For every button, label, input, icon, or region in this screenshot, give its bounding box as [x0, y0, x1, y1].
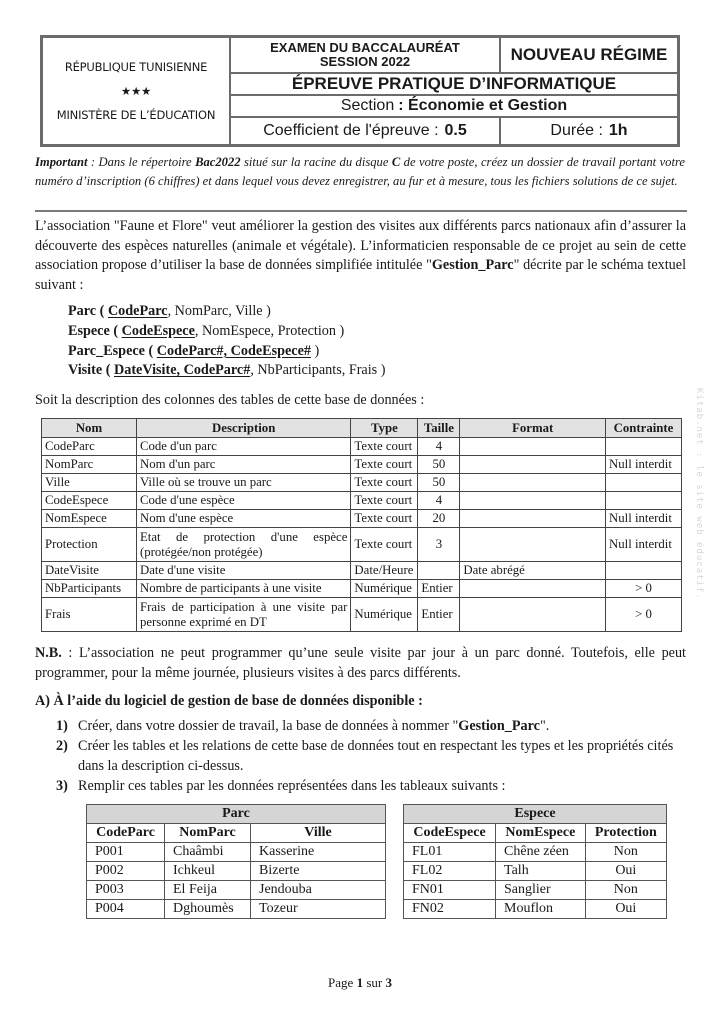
table-cell [460, 474, 606, 492]
schema-key-name: CodeEspece [121, 322, 195, 339]
schema-table-name: Parc_Espece [68, 342, 145, 359]
table-cell: Ichkeul [165, 862, 251, 881]
step-item [56, 776, 687, 796]
schema-key [108, 303, 168, 319]
section-line [231, 96, 677, 116]
table-cell: Tozeur [251, 900, 386, 919]
table-cell [460, 580, 606, 598]
table-cell: > 0 [606, 598, 682, 632]
exam-header [40, 35, 680, 147]
table-cell: 50 [418, 474, 460, 492]
table-cell: Talh [496, 862, 586, 881]
table-cell: Non [585, 843, 666, 862]
table-cell [418, 562, 460, 580]
schema-line [68, 322, 385, 342]
table-cell: P004 [87, 900, 165, 919]
table-cell: FL01 [404, 843, 496, 862]
disk-name: C [391, 155, 401, 169]
column-header: Nom [42, 419, 137, 438]
important-text: de votre poste, créez un dossier de travail portant votre numéro d’inscription (6 chiffres) et dans lequel vous devez enregistrer, au fur et à mesure, tous les fichiers solutions de ce sujet. [35, 155, 685, 188]
db-name: Gestion_Parc [431, 257, 514, 273]
step-text [78, 736, 687, 776]
column-header: Ville [251, 824, 386, 843]
schema-key [114, 362, 250, 378]
schema-table-name: Parc [68, 303, 97, 319]
page-number: 1 [356, 975, 364, 990]
table-cell: P003 [87, 881, 165, 900]
exam-title [231, 38, 501, 72]
table-cell: Dghoumès [165, 900, 251, 919]
table-cell: Numérique [351, 598, 418, 632]
table-row [404, 881, 667, 900]
table-row [87, 881, 386, 900]
page-of: sur [366, 975, 383, 990]
step-number: 2) [56, 738, 68, 754]
table-cell [606, 438, 682, 456]
duration-line [501, 118, 677, 144]
page-label: Page [328, 975, 354, 990]
table-cell: Frais de participation à une visite par personne exprimé en DT [136, 598, 350, 632]
table-row [42, 510, 682, 528]
nb-text: : L’association ne peut programmer qu’une seule visite par jour à un parc donné. Toutefois, elle peut programmer, pour la même journée, plusieurs visites à des parcs différents. [35, 645, 686, 681]
exam-title-line1: EXAMEN DU BACCALAURÉAT [270, 40, 460, 55]
regime-label: NOUVEAU RÉGIME [510, 45, 668, 64]
table-cell: Nombre de participants à une visite [136, 580, 350, 598]
schema-attributes: , NomEspece, Protection [194, 322, 336, 339]
section-a-title: A) À l’aide du logiciel de gestion de base de données disponible : [35, 693, 423, 709]
table-cell: Code d'une espèce [136, 492, 350, 510]
country-label: RÉPUBLIQUE TUNISIENNE [64, 60, 208, 74]
coefficient-line [231, 118, 501, 144]
table-cell: FN01 [404, 881, 496, 900]
intro-text: L’association "Faune et Flore" veut améliorer la gestion des visites aux différents parcs nationaux afin d’assurer la découverte des espèces naturelles (animale et végétale). L’informaticien responsable de ce projet au sein de cette association propose d’utiliser la base de données simplifiée intitulée " [35, 218, 686, 273]
column-header: CodeParc [87, 824, 165, 843]
important-note [35, 153, 685, 191]
table-cell: Texte court [351, 528, 418, 562]
table-cell: Mouflon [496, 900, 586, 919]
schema-table-name: Espece [68, 322, 110, 339]
step-text-part: Remplir ces tables par les données représentées dans les tableaux suivants : [78, 778, 506, 794]
table-cell: FN02 [404, 900, 496, 919]
step-number: 3) [56, 778, 68, 794]
step-text-part: ". [539, 718, 550, 734]
table-row [87, 843, 386, 862]
table-cell [460, 528, 606, 562]
table-cell: Frais [42, 598, 137, 632]
folder-name: Bac2022 [195, 155, 241, 169]
nb-label: N.B. [35, 645, 62, 661]
table-row [87, 862, 386, 881]
table-cell: Kasserine [251, 843, 386, 862]
column-header: CodeEspece [404, 824, 496, 843]
table-cell: Numérique [351, 580, 418, 598]
table-cell: P001 [87, 843, 165, 862]
table-cell [460, 510, 606, 528]
page-footer [0, 975, 720, 991]
epreuve-title: ÉPREUVE PRATIQUE D’INFORMATIQUE [291, 74, 617, 93]
paren: ) [335, 322, 345, 339]
table-cell: NomEspece [42, 510, 137, 528]
parc-data-table [86, 804, 386, 919]
table-cell: Date abrégé [460, 562, 606, 580]
intro-text: " décrite par le schéma textuel suivant : [35, 257, 687, 293]
table-cell: Chêne zéen [496, 843, 586, 862]
table-row [42, 474, 682, 492]
table-cell: DateVisite [42, 562, 137, 580]
table-row [404, 862, 667, 881]
schema-key-name: CodeParc#, CodeEspece# [156, 342, 311, 359]
table-cell [460, 456, 606, 474]
table-cell: 50 [418, 456, 460, 474]
table-cell: Non [585, 881, 666, 900]
table-row [42, 438, 682, 456]
table-cell: FL02 [404, 862, 496, 881]
duration-label: Durée : [550, 122, 603, 139]
table-cell: 4 [418, 438, 460, 456]
table-cell: Texte court [351, 510, 418, 528]
divider [35, 210, 687, 212]
columns-description-table [41, 418, 682, 632]
table-cell [460, 492, 606, 510]
table-cell: Jendouba [251, 881, 386, 900]
table-cell: Date d'une visite [136, 562, 350, 580]
table-cell: NbParticipants [42, 580, 137, 598]
duration-value: 1h [608, 122, 628, 139]
page-total: 3 [385, 975, 392, 990]
table-cell: 3 [418, 528, 460, 562]
important-label: Important [35, 155, 88, 169]
table-row [42, 580, 682, 598]
column-header: Protection [585, 824, 666, 843]
paren: ( [96, 303, 108, 319]
table-cell: P002 [87, 862, 165, 881]
step-text-part: Créer, dans votre dossier de travail, la base de données à nommer " [78, 718, 459, 734]
column-header: NomParc [165, 824, 251, 843]
coefficient-label: Coefficient de l'épreuve : [263, 122, 439, 139]
table-cell: 4 [418, 492, 460, 510]
espece-table-caption: Espece [404, 805, 667, 824]
nb-note [35, 643, 686, 683]
section-label: Section [340, 97, 395, 114]
table-cell: Null interdit [606, 528, 682, 562]
paren: ( [102, 362, 114, 379]
schema-attributes: , NomParc, Ville [167, 303, 263, 319]
paren: ( [109, 322, 122, 339]
table-cell: Oui [585, 900, 666, 919]
table-cell: Nom d'un parc [136, 456, 350, 474]
espece-data-table [403, 804, 667, 919]
table-cell: Oui [585, 862, 666, 881]
table-row [42, 598, 682, 632]
table-cell: 20 [418, 510, 460, 528]
table-cell: Null interdit [606, 456, 682, 474]
table-cell: CodeParc [42, 438, 137, 456]
table-row [87, 900, 386, 919]
important-text: : Dans le répertoire [87, 155, 196, 169]
important-text: situé sur la racine du disque [240, 155, 392, 169]
schema-key [157, 343, 311, 359]
table-row [42, 528, 682, 562]
schema-attributes: , NbParticipants, Frais [250, 362, 378, 379]
step-number: 1) [56, 718, 68, 734]
step-bold-part: Gestion_Parc [458, 718, 540, 734]
paren: ) [377, 362, 386, 379]
table-row [404, 900, 667, 919]
column-header: Taille [418, 419, 460, 438]
column-header: NomEspece [496, 824, 586, 843]
table-cell [460, 598, 606, 632]
table-cell [606, 474, 682, 492]
schema-line [68, 342, 385, 362]
schema-key-name: DateVisite, CodeParc# [113, 362, 251, 379]
table-cell: Texte court [351, 456, 418, 474]
table-cell: Code d'un parc [136, 438, 350, 456]
table-cell: Ville [42, 474, 137, 492]
paren: ) [262, 303, 271, 319]
table-row [42, 562, 682, 580]
ministry-block [43, 38, 231, 144]
section-a-steps [56, 716, 687, 796]
watermark: Kitab.net : le site web éducatif. [694, 388, 704, 600]
parc-table-caption: Parc [87, 805, 386, 824]
table-cell: El Feija [165, 881, 251, 900]
step-item [56, 736, 687, 776]
table-row [404, 843, 667, 862]
table-cell [606, 492, 682, 510]
section-value: : Économie et Gestion [398, 97, 568, 114]
table-cell: Etat de protection d'une espèce (protégée/non protégée) [136, 528, 350, 562]
table-row [42, 456, 682, 474]
coefficient-value: 0.5 [444, 122, 467, 139]
table-row [42, 492, 682, 510]
table-cell: Protection [42, 528, 137, 562]
step-text-part: Créer les tables et les relations de cette base de données tout en respectant les types et les propriétés cités dans la description ci-dessus. [78, 738, 674, 774]
step-text [78, 776, 687, 796]
table-cell: Date/Heure [351, 562, 418, 580]
table-cell: Bizerte [251, 862, 386, 881]
schema-key-name: CodeParc [107, 303, 168, 319]
table-cell: > 0 [606, 580, 682, 598]
table-cell: Texte court [351, 438, 418, 456]
schema-line [68, 302, 385, 322]
schema-line [68, 361, 385, 381]
ministry-label: MINISTÈRE DE L’ÉDUCATION [56, 108, 216, 122]
description-lead: Soit la description des colonnes des tables de cette base de données : [35, 392, 425, 408]
table-cell: CodeEspece [42, 492, 137, 510]
table-cell: Texte court [351, 474, 418, 492]
stars-icon: ★★★ [120, 84, 152, 98]
table-cell: Entier [418, 580, 460, 598]
column-header: Contrainte [606, 419, 682, 438]
intro-paragraph [35, 217, 686, 295]
table-cell: Null interdit [606, 510, 682, 528]
table-cell [606, 562, 682, 580]
table-cell: Sanglier [496, 881, 586, 900]
table-cell [460, 438, 606, 456]
step-text [78, 716, 687, 736]
textual-schema [68, 302, 385, 381]
table-cell: NomParc [42, 456, 137, 474]
paren: ) [311, 342, 320, 359]
column-header: Format [460, 419, 606, 438]
paren: ( [144, 342, 157, 359]
table-cell: Ville où se trouve un parc [136, 474, 350, 492]
table-cell: Entier [418, 598, 460, 632]
schema-table-name: Visite [68, 362, 103, 379]
step-item [56, 716, 687, 736]
table-cell: Texte court [351, 492, 418, 510]
exam-session: SESSION 2022 [319, 54, 411, 69]
column-header: Type [351, 419, 418, 438]
column-header: Description [136, 419, 350, 438]
schema-key [122, 323, 195, 339]
table-cell: Nom d'une espèce [136, 510, 350, 528]
table-cell: Chaâmbi [165, 843, 251, 862]
